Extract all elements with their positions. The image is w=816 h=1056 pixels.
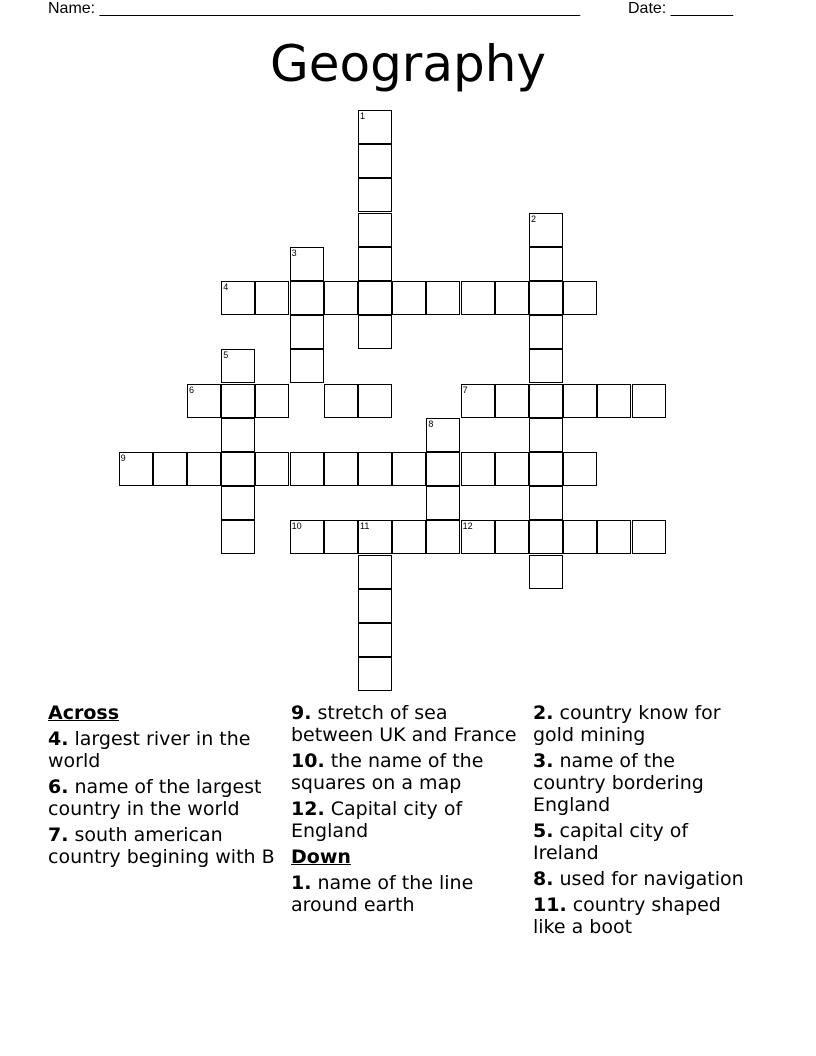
clue-number: 4 [223, 282, 229, 292]
grid-cell[interactable] [563, 281, 597, 315]
grid-cell-11[interactable] [358, 520, 392, 554]
grid-cell-10[interactable] [290, 520, 324, 554]
down-heading: Down [291, 846, 351, 868]
page-title: Geography [269, 35, 547, 93]
grid-cell[interactable] [358, 384, 392, 418]
grid-cell[interactable] [529, 418, 563, 452]
grid-cell[interactable] [529, 555, 563, 589]
clue-number: 10 [291, 521, 302, 532]
name-blank[interactable]: ______________________________________________________ [99, 0, 581, 17]
grid-cell[interactable] [426, 452, 460, 486]
grid-cell[interactable] [324, 452, 358, 486]
clue-number: 11 [360, 521, 370, 532]
clue-column-1 [48, 700, 283, 872]
grid-cell[interactable] [290, 349, 324, 383]
grid-cell[interactable] [221, 418, 255, 452]
clue-down-11: 11. country shaped like a boot [533, 894, 721, 938]
clue-number: 5 [223, 350, 229, 361]
grid-cell[interactable] [358, 144, 392, 178]
grid-cell[interactable] [495, 384, 529, 418]
grid-cell[interactable] [426, 486, 460, 520]
grid-cell[interactable] [426, 281, 460, 315]
grid-cell[interactable] [358, 589, 392, 623]
grid-cell[interactable] [563, 452, 597, 486]
grid-cell[interactable] [529, 520, 563, 554]
clue-down-1: 1. name of the line around earth [291, 872, 474, 916]
grid-cell[interactable] [221, 384, 255, 418]
grid-cell[interactable] [461, 452, 495, 486]
grid-cell[interactable] [632, 520, 666, 554]
date-blank[interactable]: _______ [670, 0, 733, 17]
grid-cell[interactable] [221, 486, 255, 520]
grid-cell[interactable] [358, 657, 392, 691]
clue-across-4: 4. largest river in the world [48, 728, 251, 772]
grid-cell-1[interactable] [358, 110, 392, 144]
grid-cell[interactable] [529, 247, 563, 281]
grid-cell[interactable] [563, 384, 597, 418]
clue-number: 9 [120, 453, 126, 463]
grid-cell-5[interactable] [221, 349, 255, 383]
clue-across-9: 9. stretch of sea between UK and France [291, 702, 517, 746]
grid-cell[interactable] [187, 452, 221, 486]
grid-cell[interactable] [358, 178, 392, 212]
grid-cell[interactable] [153, 452, 187, 486]
grid-cell[interactable] [563, 520, 597, 554]
clue-across-6: 6. name of the largest country in the world [48, 776, 262, 820]
grid-cell[interactable] [358, 315, 392, 349]
grid-cell[interactable] [495, 281, 529, 315]
grid-cell[interactable] [358, 555, 392, 589]
grid-cell[interactable] [426, 520, 460, 554]
grid-cell-6[interactable] [187, 384, 221, 418]
clue-down-3: 3. name of the country bordering England [533, 750, 704, 816]
grid-cell[interactable] [255, 452, 289, 486]
across-heading: Across [48, 702, 120, 724]
date-label: Date: [628, 0, 667, 17]
grid-cell-3[interactable] [290, 247, 324, 281]
grid-cell-2[interactable] [529, 213, 563, 247]
grid-cell[interactable] [290, 315, 324, 349]
grid-cell[interactable] [221, 452, 255, 486]
clue-down-2: 2. country know for gold mining [533, 702, 721, 746]
clue-across-10: 10. the name of the squares on a map [291, 750, 484, 794]
grid-cell[interactable] [495, 520, 529, 554]
clue-number: 7 [462, 384, 468, 395]
grid-cell-4[interactable] [221, 281, 255, 315]
clue-number: 8 [428, 418, 434, 429]
grid-cell[interactable] [461, 281, 495, 315]
grid-cell[interactable] [529, 486, 563, 520]
grid-cell[interactable] [529, 281, 563, 315]
grid-cell-8[interactable] [426, 418, 460, 452]
grid-cell[interactable] [597, 384, 631, 418]
grid-cell[interactable] [324, 520, 358, 554]
grid-cell-12[interactable] [461, 520, 495, 554]
grid-cell[interactable] [632, 384, 666, 418]
grid-cell[interactable] [290, 452, 324, 486]
grid-cell[interactable] [290, 281, 324, 315]
grid-cell[interactable] [529, 349, 563, 383]
clue-number: 3 [291, 247, 297, 258]
clue-down-8: 8. used for navigation [533, 868, 744, 890]
grid-cell[interactable] [358, 623, 392, 657]
clue-across-7: 7. south american country begining with B [48, 824, 275, 868]
grid-cell-9[interactable] [119, 452, 153, 486]
clue-number: 12 [462, 521, 473, 532]
grid-cell[interactable] [221, 520, 255, 554]
grid-cell[interactable] [597, 520, 631, 554]
grid-cell[interactable] [392, 520, 426, 554]
grid-cell[interactable] [358, 247, 392, 281]
name-label: Name: [48, 0, 96, 17]
grid-cell[interactable] [529, 384, 563, 418]
grid-cell[interactable] [529, 452, 563, 486]
grid-cell[interactable] [529, 315, 563, 349]
grid-cell[interactable] [324, 384, 358, 418]
grid-cell[interactable] [495, 452, 529, 486]
grid-cell[interactable] [358, 213, 392, 247]
grid-cell[interactable] [255, 281, 289, 315]
clue-number: 2 [531, 213, 537, 224]
clue-column-2 [291, 702, 526, 920]
grid-cell[interactable] [255, 384, 289, 418]
grid-cell[interactable] [358, 452, 392, 486]
clue-down-5: 5. capital city of Ireland [533, 820, 689, 864]
clue-across-12: 12. Capital city of England [291, 798, 463, 842]
grid-cell[interactable] [358, 281, 392, 315]
grid-cell-7[interactable] [461, 384, 495, 418]
clue-number: 6 [189, 384, 195, 395]
clue-column-3 [533, 702, 748, 942]
grid-cell[interactable] [324, 281, 358, 315]
grid-cell[interactable] [392, 452, 426, 486]
clue-number: 1 [360, 111, 366, 121]
grid-cell[interactable] [392, 281, 426, 315]
